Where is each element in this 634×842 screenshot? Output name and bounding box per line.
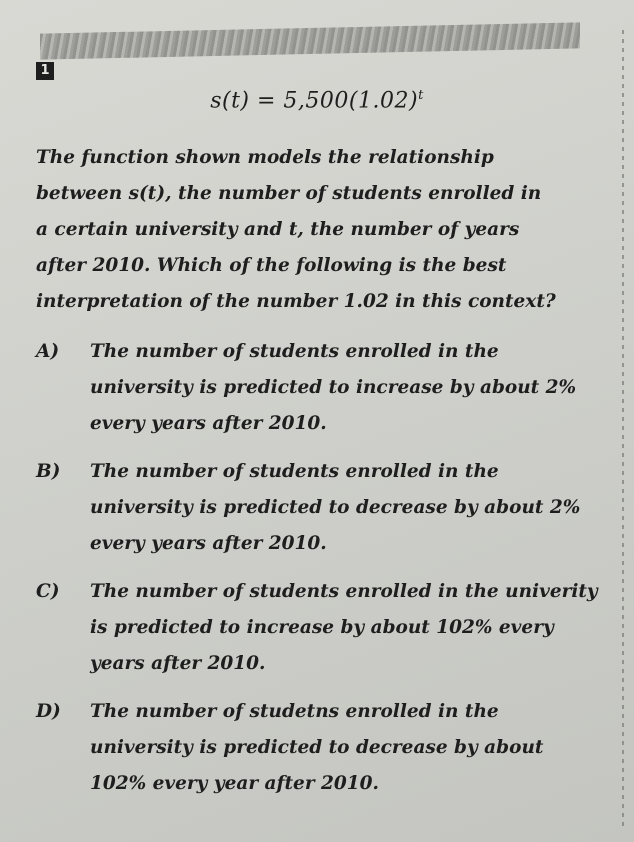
choice-letter: A) bbox=[36, 341, 60, 362]
choice-letter: C) bbox=[36, 581, 60, 602]
question-number: 1 bbox=[36, 62, 54, 80]
equation-exponent: t bbox=[418, 88, 424, 103]
function-equation bbox=[0, 88, 634, 113]
equation-main: s(t) = 5,500(1.02) bbox=[210, 88, 419, 114]
choice-text: The number of studetns enrolled in the university is predicted to decrease by about 102% every year after 2010. bbox=[90, 701, 544, 794]
page-edge-perforation bbox=[622, 30, 624, 830]
torn-header-strip bbox=[40, 22, 580, 59]
choice-text: The number of students enrolled in the univerity is predicted to increase by about 102% every years after 2010. bbox=[90, 581, 598, 674]
question-stem: The function shown models the relationship between s(t), the number of students enrolled in a certain university and t, the number of years after 2010. Which of the following is the best interpretation of the number 1.02 in this context? bbox=[36, 147, 556, 312]
choice-letter: B) bbox=[36, 461, 61, 482]
choice-text: The number of students enrolled in the university is predicted to decrease by about 2% every years after 2010. bbox=[90, 461, 581, 554]
choice-letter: D) bbox=[36, 701, 61, 722]
choice-text: The number of students enrolled in the university is predicted to increase by about 2% every years after 2010. bbox=[90, 341, 577, 434]
